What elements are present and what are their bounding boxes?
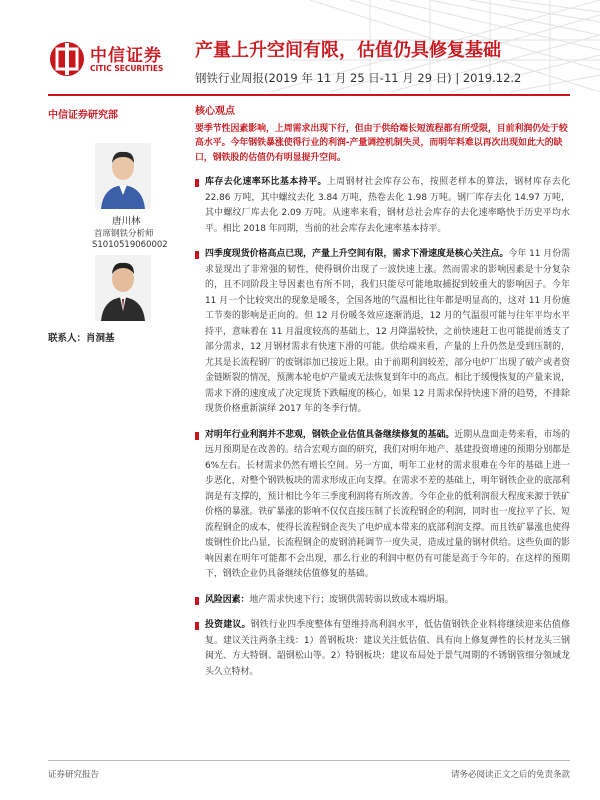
bullet-marker <box>195 597 199 605</box>
paragraph-risk <box>195 593 570 609</box>
paragraph-text: 钢铁行业四季度整体有望维持高利润水平，低估值钢铁企业料将继续迎来估值修复。建议关注两条主线：1）普钢板块：建议关注低估值、具有向上修复弹性的长材龙头三钢闽光、方大特钢、韶钢松山等。2）特钢板块：建议布局处于景气周期的不锈钢管细分领域龙头久立特材。 <box>205 620 571 677</box>
logo-en-text: CITIC SECURITIES <box>90 64 164 73</box>
paragraph-heading: 对明年行业利润并不悲观，钢铁企业估值具备继续修复的基础。 <box>205 429 455 440</box>
paragraph-inventory <box>195 175 570 237</box>
paragraph-heading: 四季度现货价格高点已现，产量上升空间有限，需求下滑速度是核心关注点。 <box>205 249 509 259</box>
bullet-marker <box>195 622 199 630</box>
bullet-marker <box>195 179 199 187</box>
paragraph-text: 地产需求快速下行；废钢供需转弱以致成本端坍塌。 <box>249 594 454 605</box>
citic-logo <box>48 40 180 82</box>
sidebar <box>48 104 178 121</box>
institute-label: 中信证券研究部 <box>48 110 118 121</box>
contact-line <box>48 330 115 344</box>
footer-left-text: 证券研究报告 <box>48 770 100 780</box>
contact-label: 联系人： <box>48 333 87 344</box>
analyst-name: 唐川林 <box>112 216 141 227</box>
main-content <box>195 104 570 680</box>
footer-disclaimer: 请务必阅读正文之后的免责条款 <box>450 770 570 780</box>
analyst-avatar <box>95 143 151 209</box>
bullet-marker <box>195 432 199 440</box>
paragraph-text: 今年 11 月份需求显现出了非常强的韧性，使得钢价出现了一波快速上涨。然而需求的影响因素是十分复杂的，且不同阶段主导因素也有所不同，我们只能尽可能地取捕捉到较重大的影响因子。今年 11 月一个比较突出的现象是暖冬，全国各地的气温相比往年都是明显高的，这对 11 月份施工节奏的影响是正向的。但 12 月份暖冬效应逐渐消退，12 月的气温很可能与往年平均水平持平，意味着在 11 月温度较高的基础上，12 月降温较快，之前快速赶工也可能提前透支了部分需求，12 月钢材需求有快速下滑的可能。供给端来看，产量的上升仍然是受到压制的，尤其是长流程钢厂的废钢添加已接近上限。由于前期利润较差，部分电炉厂出现了破产或者资金链断裂的情况，预测本轮电炉产量或无法恢复到年中的高点。相比于缓慢恢复的产量来说，需求下滑的速度成了决定现货下跌幅度的核心，如果 12 月需求保持快速下滑的趋势，不排除现货价格重新演绎 2017 年的冬季行情。 <box>205 249 571 414</box>
paragraph-profit-outlook <box>195 428 570 583</box>
contact-avatar <box>95 255 151 321</box>
contact-photo-icon <box>95 255 151 321</box>
logo-cn-text: 中信证券 <box>90 46 162 66</box>
summary-text: 要季节性因素影响，上周需求出现下行，但由于供给端长短流程都有所受限，目前利润仍处于较高水平。今年钢铁暴涨使得行业的利润-产量调控机制失灵，而明年料难以再次出现如此大的缺口，钢铁股的估值仍有明显提升空间。 <box>195 123 568 163</box>
citic-logo-icon <box>48 40 86 78</box>
bullet-marker <box>195 251 199 259</box>
analyst-role: 首席钢铁分析师 <box>94 229 154 239</box>
report-title: 产量上升空间有限，估值仍具修复基础 <box>195 40 501 61</box>
report-subtitle: 钢铁行业周报(2019 年 11 月 25 日-11 月 29 日) | 2019.12.2 <box>195 71 522 85</box>
analyst-photo-icon <box>95 143 151 209</box>
header-divider <box>48 94 570 96</box>
paragraph-text: 上周钢材社会库存公布，按照老样本的算法，钢材库存去化 22.86 万吨，其中螺纹去化 3.84 万吨，热卷去化 1.98 万吨。钢厂库存去化 14.97 万吨，其中螺纹厂库去化 2.09 万吨。从速率来看，钢材总社会库存的去化速率略快于历史平均水平。相比 2018 年同期，当前的社会库存去化速率基本持平。 <box>205 177 571 234</box>
paragraph-heading: 库存去化速率环比基本持平。 <box>205 177 327 187</box>
core-views-title: 核心观点 <box>195 106 235 117</box>
analyst-cert: S1010519060002 <box>92 240 168 250</box>
paragraph-investment <box>195 618 570 680</box>
paragraph-heading: 风险因素： <box>205 594 250 605</box>
paragraph-q4-price <box>195 247 570 418</box>
report-header <box>0 0 600 92</box>
footer-divider <box>48 760 570 761</box>
contact-name: 肖洞基 <box>86 333 115 344</box>
paragraph-heading: 投资建议。 <box>205 620 251 630</box>
paragraph-text: 近期从盘面走势来看，市场的远月预期是在改善的。结合宏观方面的研究，我们对明年地产、基建投资增速的预期分别都是 6%左右。长材需求仍然有增长空间。另一方面，明年工业材的需求很难在今年的基础上进一步恶化，对整个钢铁板块的需求形成正向支撑。在需求不差的基础上，明年钢铁企业的底部利润是有支撑的，预计相比今年三季度利润将有所改善。今年企业的低利润很大程度来源于铁矿价格的暴涨。铁矿暴涨的影响不仅仅直接压制了长流程钢企的利润，同时也一度拉平了长、短流程钢企的成本，使得长流程钢企丧失了电炉成本带来的底部利润支撑。而且铁矿暴涨也使得废钢性价比凸显，长流程钢企的废钢消耗调节一度失灵，造成过量的钢材供给。这些负面的影响因素在明年可能都不会出现，那么行业的利润中枢仍有可能是高于今年的。在这样的预期下，钢铁企业仍具备继续估值修复的基础。 <box>205 429 571 579</box>
